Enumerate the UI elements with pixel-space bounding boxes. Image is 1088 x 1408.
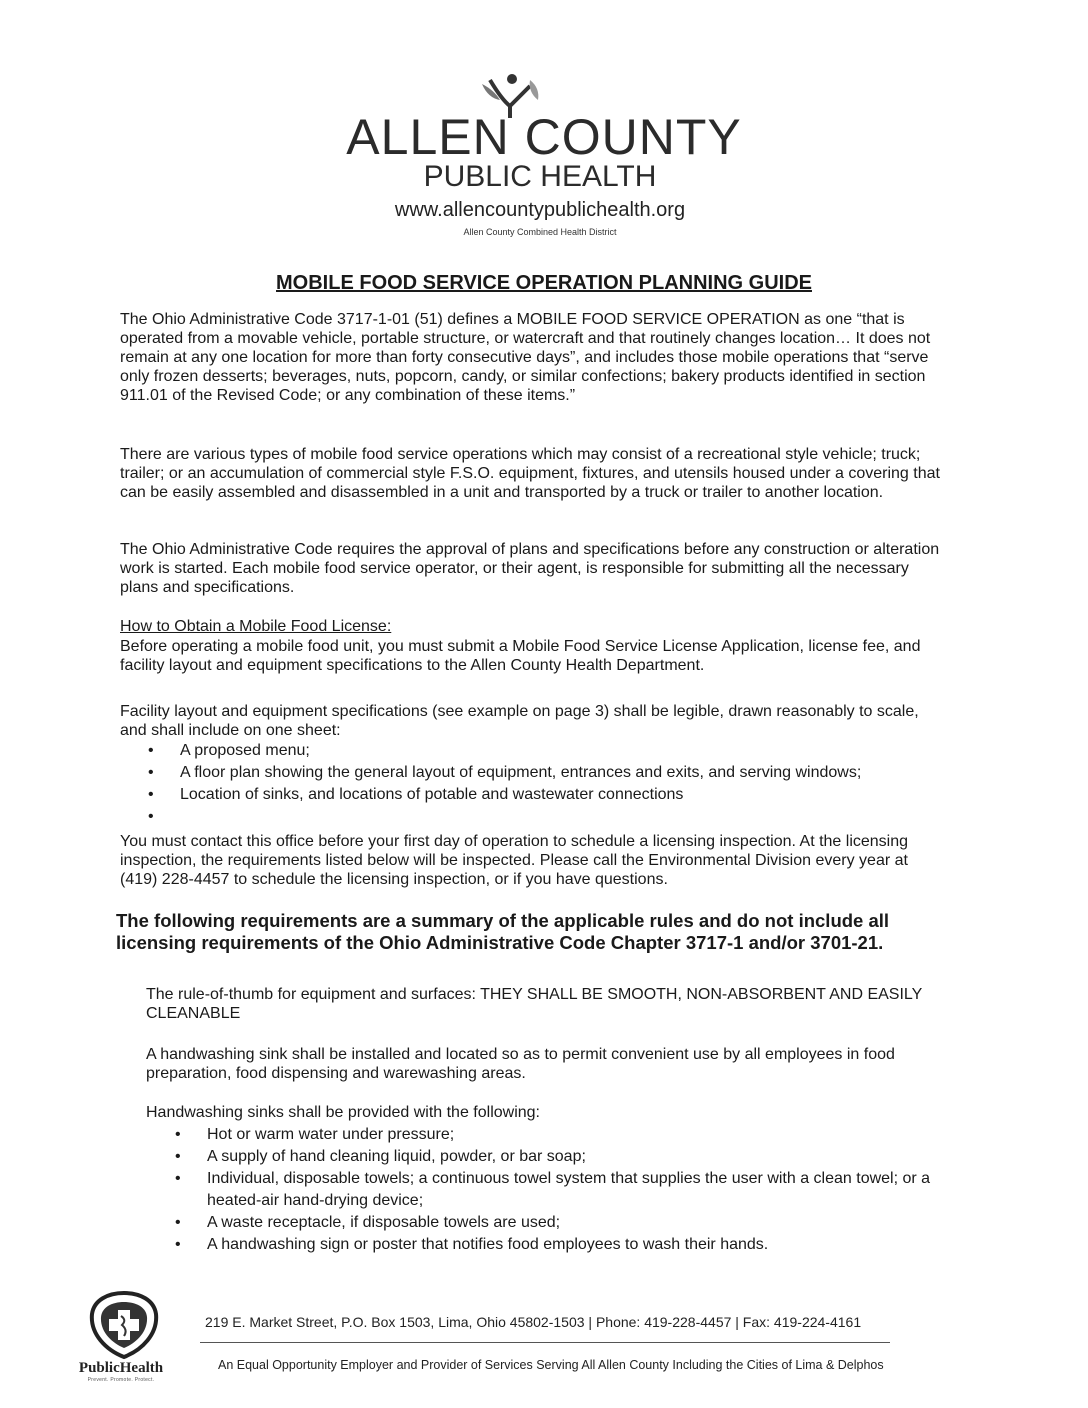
footer-brand: PublicHealth [78, 1360, 164, 1376]
paragraph-types: There are various types of mobile food service operations which may consist of a recreational style vehicle; truck; trailer; or an accumulation of commercial style F.S.O. equipment, fixtures, and utensils housed under a covering that can be easily assembled and disassembled in a unit and transported by a truck or trailer to another location. [120, 446, 940, 501]
footer-address: 219 E. Market Street, P.O. Box 1503, Lima, Ohio 45802-1503 | Phone: 419-228-4457 | Fax: 419-224-4161 [205, 1314, 862, 1330]
website-link[interactable]: www.allencountypublichealth.org [394, 199, 686, 221]
public-health-seal-icon [88, 1290, 160, 1360]
paragraph-handwashing-provisions: Handwashing sinks shall be provided with the following: [146, 1104, 540, 1121]
list-item: • A handwashing sign or poster that notifies food employees to wash their hands. [175, 1234, 935, 1256]
section-heading-license: How to Obtain a Mobile Food License: [120, 618, 392, 635]
footer-divider [200, 1342, 890, 1343]
list-item: • A waste receptacle, if disposable towels are used; [175, 1212, 935, 1234]
paragraph-inspection: You must contact this office before your first day of operation to schedule a licensing inspection. At the licensing inspection, the requirements listed below will be inspected. Please call the Environmental Division every year at (419) 228-4457 to schedule the licensing inspection, or if you have questions. [120, 833, 909, 888]
paragraph-layout: Facility layout and equipment specifications (see example on page 3) shall be legible, drawn reasonably to scale, and shall include on one sheet: [120, 703, 919, 739]
paragraph-handwashing-sink: A handwashing sink shall be installed and located so as to permit convenient use by all employees in food preparation, food dispensing and warewashing areas. [146, 1046, 895, 1082]
list-item: • A supply of hand cleaning liquid, powder, or bar soap; [175, 1146, 935, 1168]
district-name: Allen County Combined Health District [463, 227, 617, 237]
paragraph-license: Before operating a mobile food unit, you must submit a Mobile Food Service License Application, license fee, and facility layout and equipment specifications to the Allen County Health Department. [120, 638, 921, 674]
handwashing-list [175, 1124, 935, 1256]
org-subtitle: PUBLIC HEALTH [423, 160, 657, 193]
paragraph-definition: The Ohio Administrative Code 3717-1-01 (51) defines a MOBILE FOOD SERVICE OPERATION as one “that is operated from a movable vehicle, portable structure, or watercraft and that routinely changes location… It does not remain at any one location for more than forty consecutive days”, and includes those mobile operations that “serve only frozen desserts; beverages, nuts, popcorn, candy, or similar confections; bakery products identified in section 911.01 of the Revised Code; or any combination of these items.” [120, 311, 931, 404]
org-name: ALLEN COUNTY [346, 109, 742, 165]
sheet-requirements-list [148, 740, 948, 806]
list-item: • Individual, disposable towels; a continuous towel system that supplies the user with a clean towel; or a heated-air hand-drying device; [175, 1168, 935, 1212]
list-item: • Hot or warm water under pressure; [175, 1124, 935, 1146]
list-item: • Location of sinks, and locations of potable and wastewater connections [148, 784, 948, 806]
list-item: • A floor plan showing the general layout of equipment, entrances and exits, and serving windows; [148, 762, 948, 784]
page-title: MOBILE FOOD SERVICE OPERATION PLANNING GUIDE [276, 272, 812, 294]
footer-tagline: Prevent. Promote. Protect. [87, 1377, 155, 1383]
footer-eeo-statement: An Equal Opportunity Employer and Provider of Services Serving All Allen County Including the Cities of Lima & Delphos [218, 1358, 884, 1372]
summary-heading: The following requirements are a summary of the applicable rules and do not include all licensing requirements of the Ohio Administrative Code Chapter 3717-1 and/or 3701-21. [116, 910, 890, 953]
paragraph-rule-of-thumb: The rule-of-thumb for equipment and surfaces: THEY SHALL BE SMOOTH, NON-ABSORBENT AND EASILY CLEANABLE [146, 986, 922, 1022]
paragraph-approval: The Ohio Administrative Code requires the approval of plans and specifications before any construction or alteration work is started. Each mobile food service operator, or their agent, is responsible for submitting all the necessary plans and specifications. [120, 541, 940, 596]
list-item: • A proposed menu; [148, 740, 948, 762]
